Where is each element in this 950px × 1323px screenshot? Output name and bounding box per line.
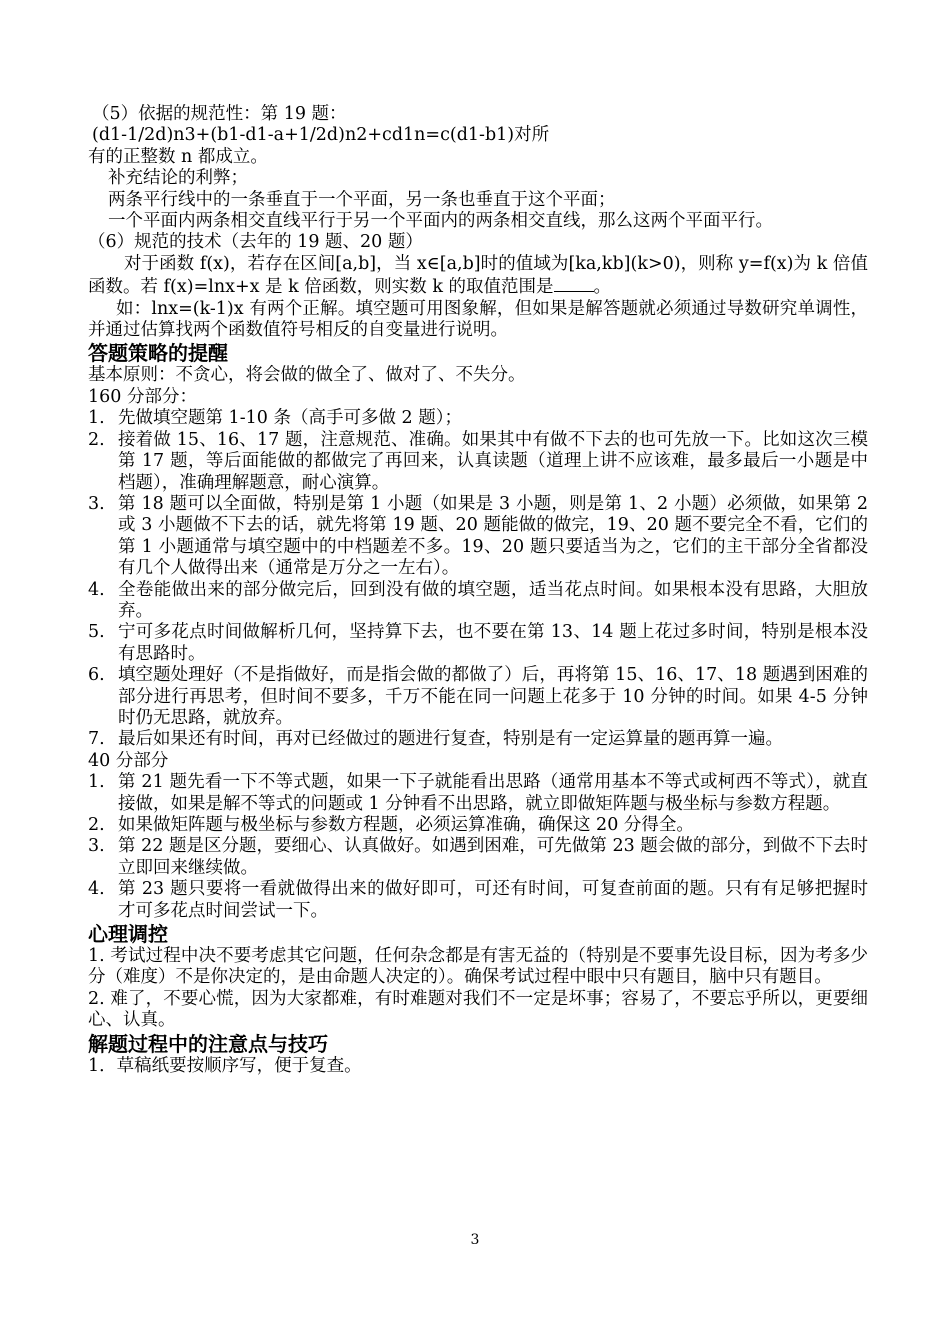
- list-number: 4.: [88, 579, 105, 600]
- list-number: 3.: [88, 493, 105, 514]
- psychology-point-1: 1. 考试过程中决不要考虑其它问题，任何杂念都是有害无益的（特别是不要事先设目标，因为考多少分（难度）不是你决定的，是由命题人决定的）。确保考试过程中眼中只有题目，脑中只有题目。: [88, 946, 868, 988]
- list-item: [88, 836, 868, 879]
- list-number: 1.: [88, 772, 105, 793]
- list-item: [88, 430, 868, 494]
- list-text: 如果做矩阵题与极坐标与参数方程题，必须运算准确，确保这 20 分得全。: [118, 815, 694, 835]
- list-item: [88, 815, 868, 836]
- supplement-item-1: 两条平行线中的一条垂直于一个平面，另一条也垂直于这个平面；: [108, 189, 616, 210]
- list-item: [88, 580, 868, 623]
- answer-blank: [554, 275, 594, 292]
- list-text: 第 22 题是区分题，要细心、认真做好。如遇到困难，可先做第 23 题会做的部分，到做不下去时立即回来继续做。: [118, 836, 868, 878]
- list-item: [88, 408, 868, 429]
- list-number: 2.: [88, 429, 105, 450]
- list-text: 填空题处理好（不是指做好，而是指会做的都做了）后，再将第 15、16、17、18 题遇到困难的部分进行再思考，但时间不要多，千万不能在同一问题上花多于 10 分钟的时间。如果 4-5 分钟时仍无思路，就放弃。: [118, 665, 868, 728]
- list-item: [88, 879, 868, 922]
- psychology-point-2: 2. 难了，不要心慌，因为大家都难，有时难题对我们不一定是坏事；容易了，不要忘乎所以，更要细心、认真。: [88, 988, 868, 1031]
- list-text: 第 18 题可以全面做，特别是第 1 小题（如果是 3 小题，则是第 1、2 小题）必须做，如果第 2 或 3 小题做不下去的话，就先将第 19 题、20 题能做的做完，19、20 题不要完全不看，它们的第 1 小题通常与填空题中的中档题差不多。19、20 题只要适当为之，它们的主干部分全省都没有几个人做得出来（通常是万分之一左右）。: [118, 493, 868, 579]
- list-160: [88, 408, 868, 751]
- list-item: [88, 772, 868, 815]
- list-text: 全卷能做出来的部分做完后，回到没有做的填空题，适当花点时间。如果根本没有思路，大胆放弃。: [118, 579, 868, 621]
- section5-title: （5）依据的规范性：第 19 题：: [92, 104, 347, 124]
- section5-formula: (d1-1/2d)n3+(b1-d1-a+1/2d)n2+cd1n=c(d1-b1)对所: [92, 125, 550, 146]
- heading-strategy: 答题策略的提醒: [88, 341, 228, 366]
- list-text: 宁可多花点时间做解析几何，坚持算下去，也不要在第 13、14 题上花过多时间，特别是根本没有思路时。: [118, 622, 868, 664]
- part-40-label: 40 分部分: [88, 750, 169, 771]
- list-number: 4.: [88, 879, 105, 900]
- section6-title: （6）规范的技术（去年的 19 题、20 题）: [88, 232, 423, 253]
- list-number: 3.: [88, 836, 105, 857]
- list-number: 2.: [88, 815, 105, 835]
- tips-point-1: 1．草稿纸要按顺序写，便于复查。: [88, 1055, 362, 1076]
- list-text: 第 21 题先看一下不等式题，如果一下子就能看出思路（通常用基本不等式或柯西不等式），就直接做，如果是解不等式的问题或 1 分钟看不出思路，就立即做矩阵题与极坐标与参数方程题。: [118, 772, 868, 814]
- list-number: 7.: [88, 729, 105, 750]
- list-number: 1.: [88, 408, 105, 429]
- section6-paragraph-1: [88, 254, 868, 299]
- section6-text: 对于函数 f(x)，若存在区间[a,b]，当 x∈[a,b]时的值域为[ka,kb](k>0)，则称 y=f(x)为 k 倍值函数。若 f(x)=lnx+x 是 k 倍函数，则实数 k 的取值范围是: [88, 253, 868, 298]
- supplement-item-2: 一个平面内两条相交直线平行于另一个平面内的两条相交直线，那么这两个平面平行。: [108, 211, 773, 232]
- list-text: 最后如果还有时间，再对已经做过的题进行复查，特别是有一定运算量的题再算一遍。: [118, 729, 783, 750]
- list-number: 5.: [88, 622, 105, 643]
- part-160-label: 160 分部分：: [88, 386, 197, 407]
- document-page: [88, 104, 868, 1077]
- list-text: 第 23 题只要将一看就做得出来的做好即可，可还有时间，可复查前面的题。只有有足够把握时才可多花点时间尝试一下。: [118, 879, 868, 921]
- list-text: 先做填空题第 1-10 条（高手可多做 2 题）；: [118, 408, 462, 429]
- section6-end: 。: [593, 277, 612, 298]
- supplement-title: 补充结论的利弊；: [108, 168, 248, 189]
- list-40: [88, 772, 868, 922]
- list-item: [88, 729, 868, 750]
- list-item: [88, 494, 868, 580]
- list-item: [88, 622, 868, 665]
- list-number: 6.: [88, 665, 105, 686]
- heading-psychology: 心理调控: [88, 922, 168, 947]
- heading-tips: 解题过程中的注意点与技巧: [88, 1031, 328, 1056]
- list-item: [88, 665, 868, 729]
- list-text: 接着做 15、16、17 题，注意规范、准确。如果其中有做不下去的也可先放一下。比如这次三模第 17 题，等后面能做的都做完了再回来，认真读题（道理上讲不应该难，最多最后一小题是中档题），准确理解题意，耐心演算。: [118, 429, 868, 493]
- page-number: 3: [470, 1232, 480, 1248]
- basic-principle: 基本原则：不贪心，将会做的做全了、做对了、不失分。: [88, 365, 526, 386]
- section5-continuation: 有的正整数 n 都成立。: [88, 146, 268, 167]
- section6-paragraph-2: 如：lnx=(k-1)x 有两个正解。填空题可用图象解，但如果是解答题就必须通过导数研究单调性，并通过估算找两个函数值符号相反的自变量进行说明。: [88, 298, 868, 341]
